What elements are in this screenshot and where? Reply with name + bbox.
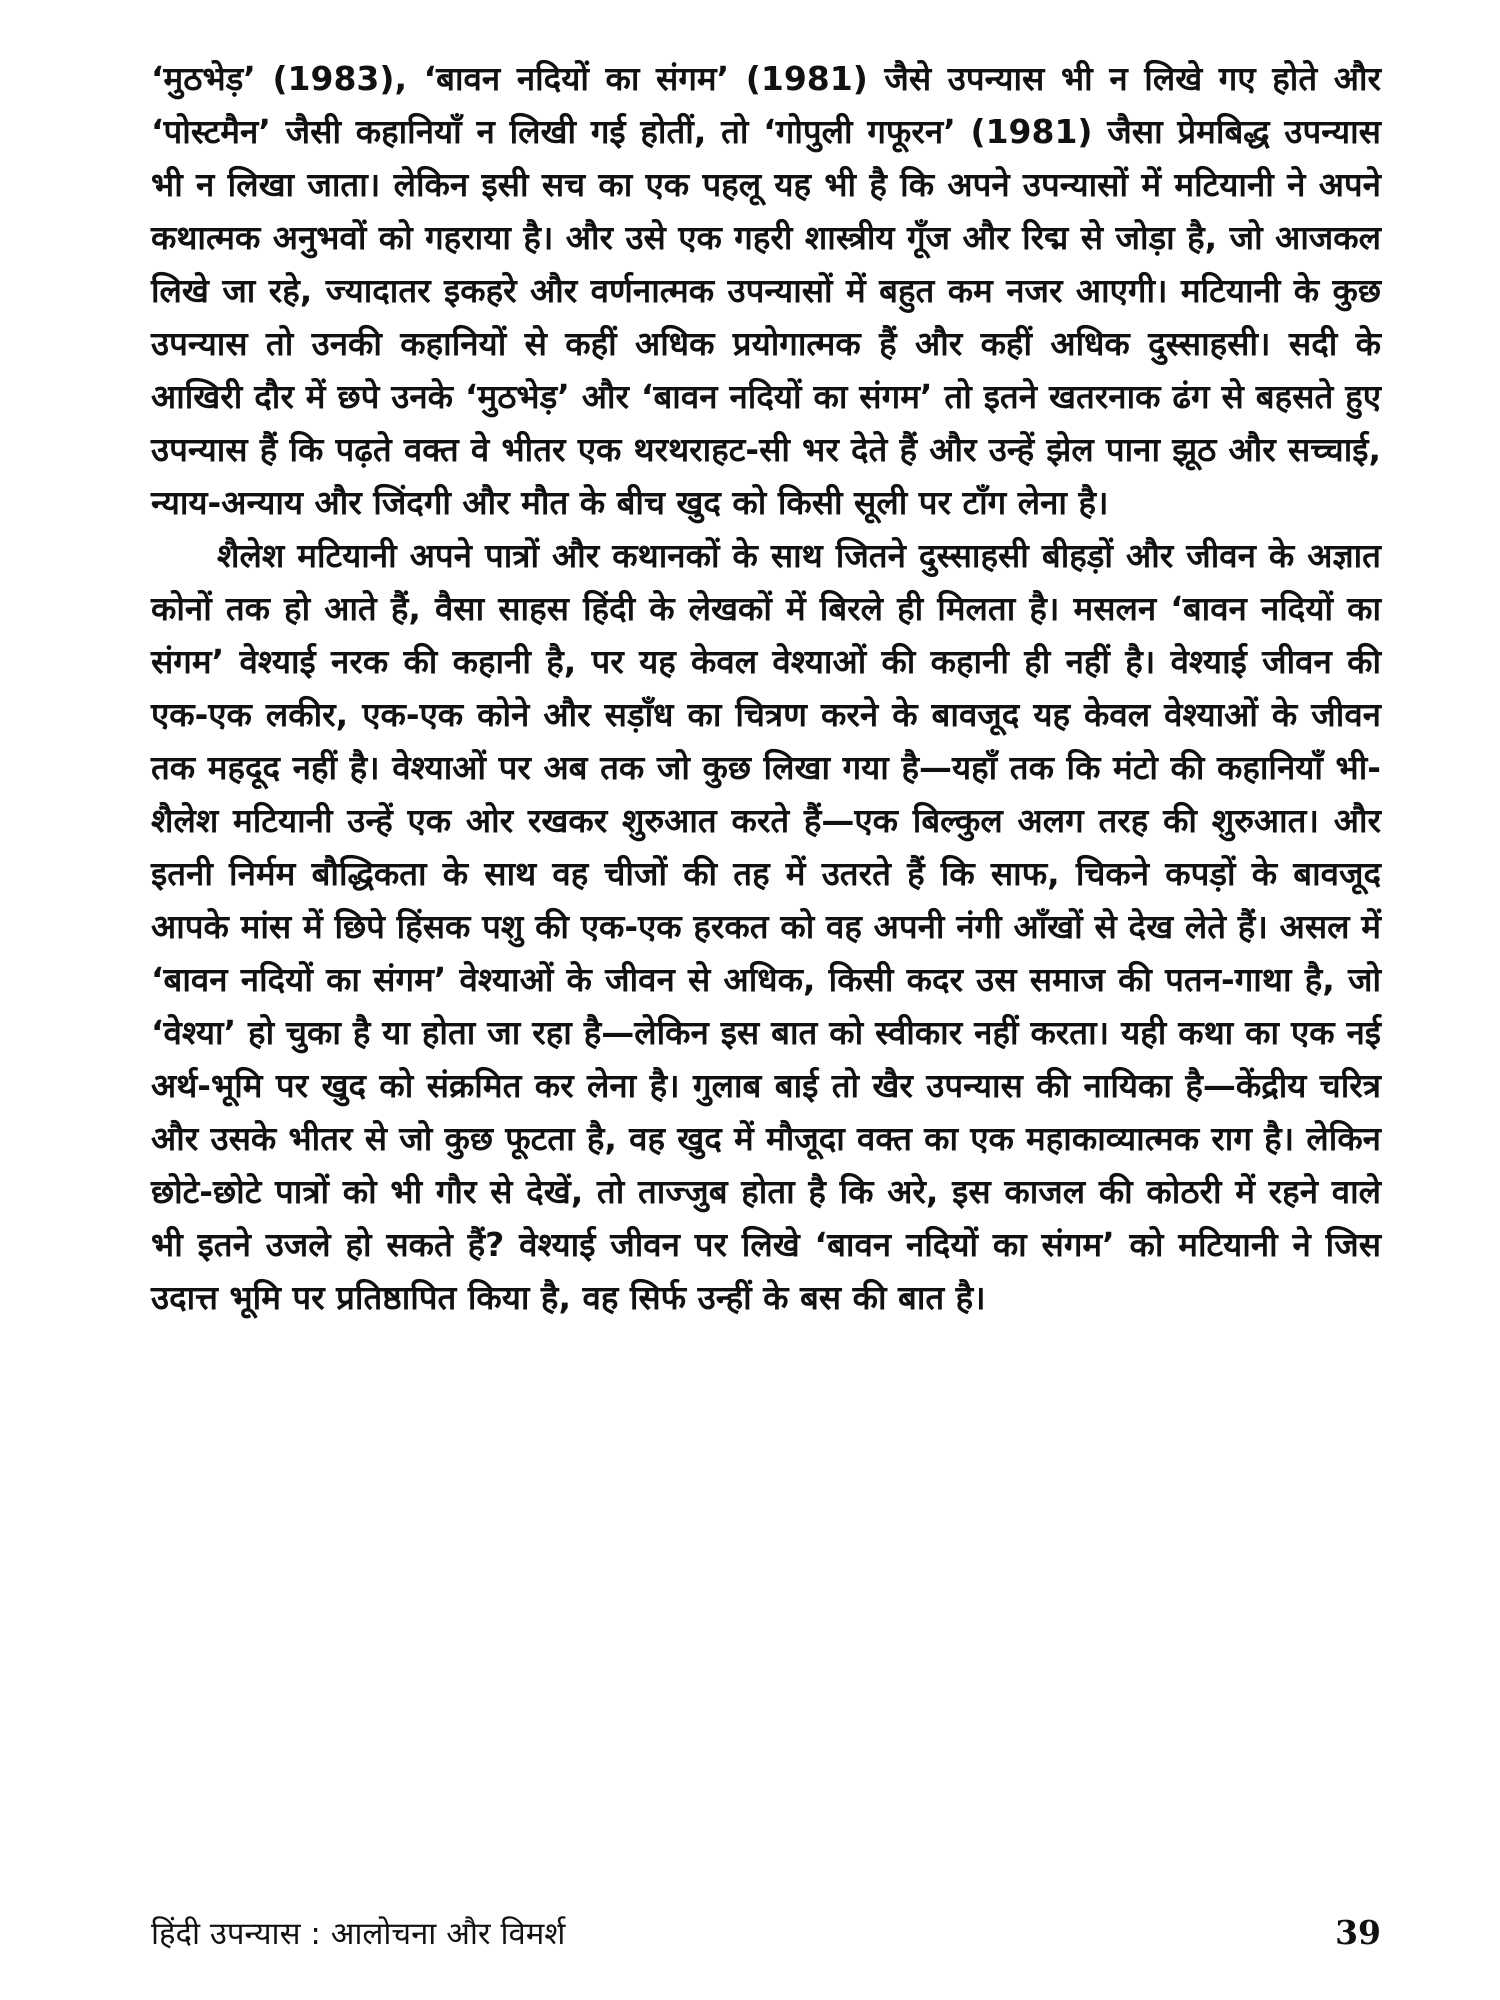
page-number: 39: [1335, 1913, 1381, 1952]
paragraph-2: शैलेश मटियानी अपने पात्रों और कथानकों के साथ जितने दुस्साहसी बीहड़ों और जीवन के अज्ञात कोनों तक हो आते हैं, वैसा साहस हिंदी के लेखकों में बिरले ही मिलता है। मसलन ‘बावन नदियों का संगम’ वेश्याई नरक की कहानी है, पर यह केवल वेश्याओं की कहानी ही नहीं है। वेश्याई जीवन की एक-एक लकीर, एक-एक कोने और सड़ाँध का चित्रण करने के बावजूद यह केवल वेश्याओं के जीवन तक महदूद नहीं है। वेश्याओं पर अब तक जो कुछ लिखा गया है—यहाँ तक कि मंटो की कहानियाँ भी-शैलेश मटियानी उन्हें एक ओर रखकर शुरुआत करते हैं—एक बिल्कुल अलग तरह की शुरुआत। और इतनी निर्मम बौद्धिकता के साथ वह चीजों की तह में उतरते हैं कि साफ, चिकने कपड़ों के बावजूद आपके मांस में छिपे हिंसक पशु की एक-एक हरकत को वह अपनी नंगी आँखों से देख लेते हैं। असल में ‘बावन नदियों का संगम’ वेश्याओं के जीवन से अधिक, किसी कदर उस समाज की पतन-गाथा है, जो ‘वेश्या’ हो चुका है या होता जा रहा है—लेकिन इस बात को स्वीकार नहीं करता। यही कथा का एक नई अर्थ-भूमि पर खुद को संक्रमित कर लेना है। गुलाब बाई तो खैर उपन्यास की नायिका है—केंद्रीय चरित्र और उसके भीतर से जो कुछ फूटता है, वह खुद में मौजूदा वक्त का एक महाकाव्यात्मक राग है। लेकिन छोटे-छोटे पात्रों को भी गौर से देखें, तो ताज्जुब होता है कि अरे, इस काजल की कोठरी में रहने वाले भी इतने उजले हो सकते हैं? वेश्याई जीवन पर लिखे ‘बावन नदियों का संगम’ को मटियानी ने जिस उदात्त भूमि पर प्रतिष्ठापित किया है, वह सिर्फ उन्हीं के बस की बात है।: [151, 536, 1381, 1317]
footer-book-title: हिंदी उपन्यास : आलोचना और विमर्श: [151, 1916, 566, 1952]
body-text: [151, 52, 1381, 1324]
paragraph-1: ‘मुठभेड़’ (1983), ‘बावन नदियों का संगम’ (1981) जैसे उपन्यास भी न लिखे गए होते और ‘पोस्टमैन’ जैसी कहानियाँ न लिखी गई होतीं, तो ‘गोपुली गफूरन’ (1981) जैसा प्रेमबिद्ध उपन्यास भी न लिखा जाता। लेकिन इसी सच का एक पहलू यह भी है कि अपने उपन्यासों में मटियानी ने अपने कथात्मक अनुभवों को गहराया है। और उसे एक गहरी शास्त्रीय गूँज और रिद्म से जोड़ा है, जो आजकल लिखे जा रहे, ज्यादातर इकहरे और वर्णनात्मक उपन्यासों में बहुत कम नजर आएगी। मटियानी के कुछ उपन्यास तो उनकी कहानियों से कहीं अधिक प्रयोगात्मक हैं और कहीं अधिक दुस्साहसी। सदी के आखिरी दौर में छपे उनके ‘मुठभेड़’ और ‘बावन नदियों का संगम’ तो इतने खतरनाक ढंग से बहसते हुए उपन्यास हैं कि पढ़ते वक्त वे भीतर एक थरथराहट-सी भर देते हैं और उन्हें झेल पाना झूठ और सच्चाई, न्याय-अन्याय और जिंदगी और मौत के बीच खुद को किसी सूली पर टाँग लेना है।: [151, 59, 1381, 522]
page-footer: [151, 1912, 1381, 1968]
